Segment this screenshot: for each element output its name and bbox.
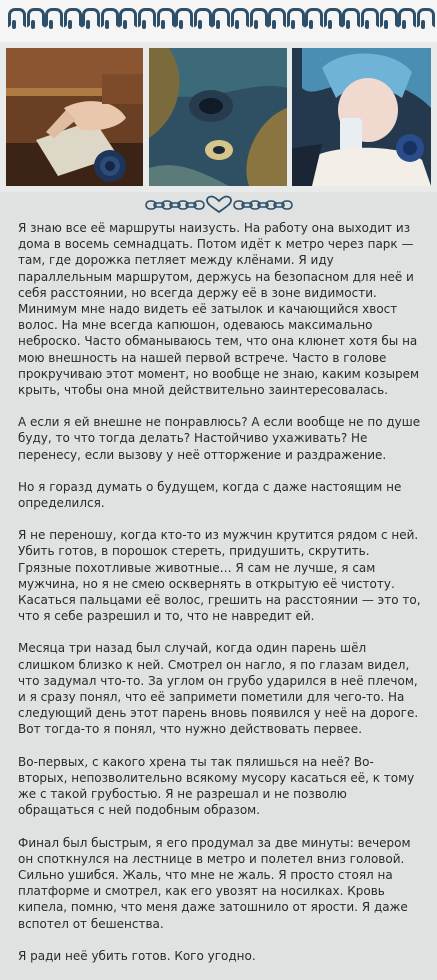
- spiral-ring-icon: [248, 8, 264, 30]
- spiral-ring-icon: [117, 8, 133, 30]
- spiral-ring-icon: [80, 8, 96, 30]
- spiral-ring-icon: [6, 8, 22, 30]
- spiral-ring-icon: [192, 8, 208, 30]
- butterfly-wing-illustration: [149, 48, 287, 186]
- spiral-ring-icon: [210, 8, 226, 30]
- chain-heart-icon: [144, 195, 294, 215]
- spiral-ring-icon: [173, 8, 189, 30]
- spiral-ring-icon: [378, 8, 394, 30]
- spiral-ring-icon: [266, 8, 282, 30]
- notebook-binding: [0, 0, 437, 42]
- paragraph: Месяца три назад был случай, когда один парень шёл слишком близко к ней. Смотрел он нагло, я по глазам видел, что задумал что-то. За углом он грубо ударился в неё плечом, и я сразу понял, что её запримети пометили для чего-то. На следующий день этот парень вновь появился у неё на дороге. Вот тогда-то я понял, что нужно действовать первее.: [18, 641, 419, 737]
- paragraph: Я не переношу, когда кто-то из мужчин крутится рядом с ней. Убить готов, в порошок стереть, придушить, скрутить. Грязные похотливые животные… Я сам не лучше, я сам мужчина, но я не смею осквернять в открытую её чистоту. Касаться пальцами её волос, грешить на расстоянии — это то, что я себе разрешил и то, что не навредит ей.: [18, 528, 421, 624]
- spiral-ring-icon: [99, 8, 115, 30]
- spiral-ring-icon: [155, 8, 171, 30]
- story-text: [18, 220, 422, 980]
- spiral-ring-icon: [415, 8, 431, 30]
- chain-heart-divider: [0, 194, 437, 216]
- spiral-ring-icon: [359, 8, 375, 30]
- spiral-ring-icon: [303, 8, 319, 30]
- blue-haired-man-with-phone-illustration: [292, 48, 431, 186]
- spiral-ring-icon: [43, 8, 59, 30]
- spiral-ring-icon: [136, 8, 152, 30]
- paragraph: Но я горазд думать о будущем, когда с даже настоящим не определился.: [18, 479, 402, 511]
- spiral-ring-icon: [229, 8, 245, 30]
- spiral-ring-icon: [25, 8, 41, 30]
- paragraph: Финал был быстрым, я его продумал за две минуты: вечером он споткнулся на лестнице в метро и полетел вниз головой. Сильно ушибся. Жаль, что мне не жаль. Я просто стоял на платформе и смотрел, как его увозят на носилках. Кровь кипела, помню, что меня даже затошнило от ярости. Я даже вспотел от бешенства.: [18, 835, 411, 931]
- paragraph: Я ради неё убить готов. Кого угодно.: [18, 948, 256, 963]
- paragraph: Я знаю все её маршруты наизусть. На работу она выходит из дома в восемь семнадцать. Потом идёт к метро через парк — там, где дорожка петляет между клёнами. Я иду параллельным маршрутом, держусь на безопасном для неё и себя расстоянии, но всегда держу её в зоне видимости. Минимум мне надо видеть её затылок и качающийся хвост волос. На мне всегда капюшон, одеваюсь максимально неброско. Часто обманываюсь тем, что она клюнет хотя бы на мою внешность на нашей первой встрече. Часто в голове прокручиваю этот момент, но вообще не знаю, каким козырем крыть, чтобы она мной действительно заинтересовалась.: [18, 221, 420, 398]
- spiral-rings: [6, 8, 431, 34]
- paragraph: Во-первых, с какого хрена ты так пялишься на неё? Во-вторых, непозволительно всякому мусору касаться её, к тому же с такой грубостью. Я не разрешал и не позволю обращаться с ней подобным образом.: [18, 754, 415, 818]
- spiral-ring-icon: [322, 8, 338, 30]
- spiral-ring-icon: [340, 8, 356, 30]
- hand-on-paper-with-rose-illustration: [6, 48, 143, 186]
- spiral-ring-icon: [396, 8, 412, 30]
- spiral-ring-icon: [285, 8, 301, 30]
- paragraph: А если я ей внешне не понравлюсь? А если вообще не по душе буду, то что тогда делать? Настойчиво ухаживать? Не перенесу, если вызову у неё отторжение и раздражение.: [18, 415, 421, 462]
- spiral-ring-icon: [62, 8, 78, 30]
- image-strip: [0, 42, 437, 192]
